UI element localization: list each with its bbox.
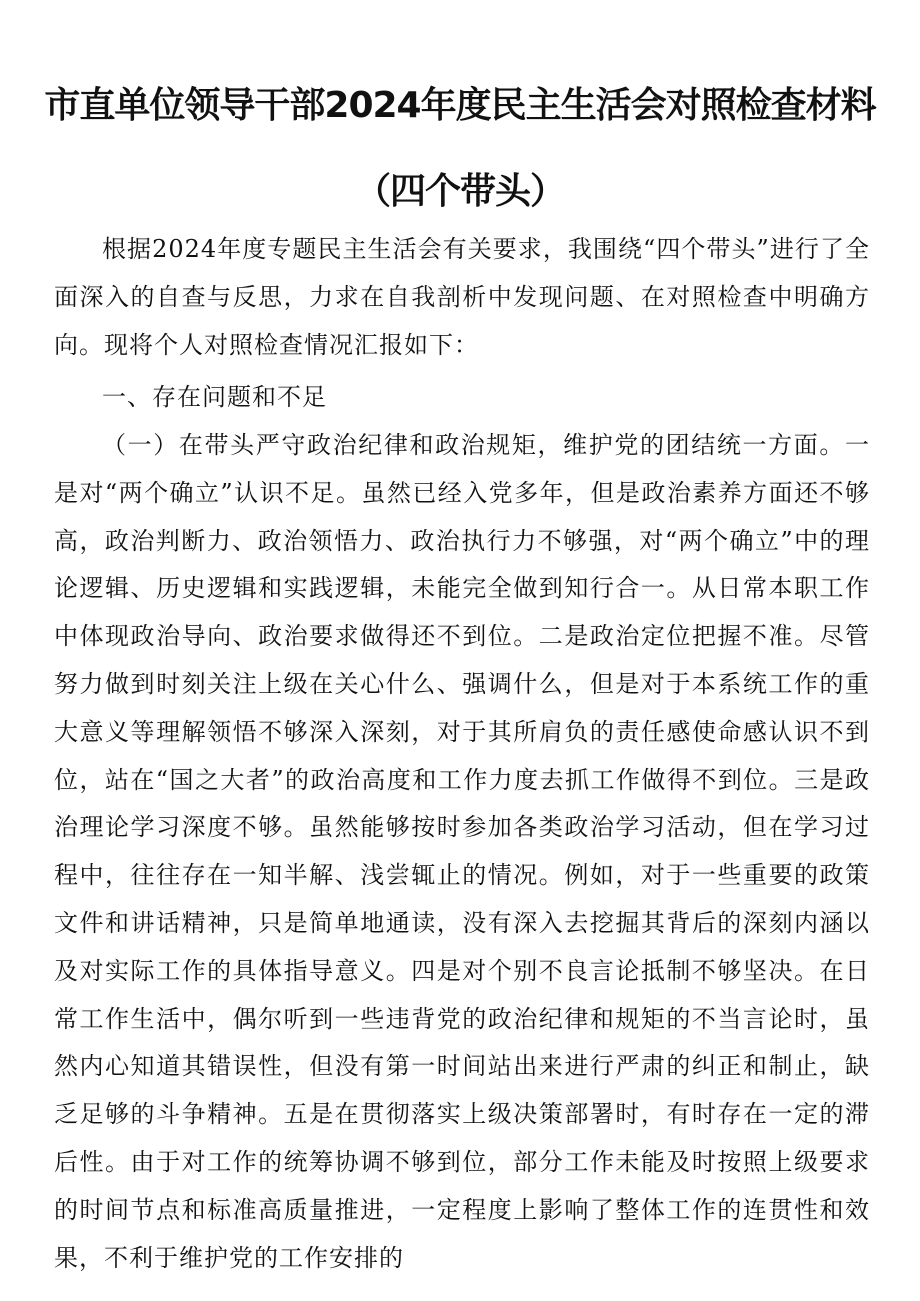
section-heading-block [54,374,870,422]
section-1-paragraph: （一）在带头严守政治纪律和政治规矩，维护党的团结统一方面。一是对“两个确立”认识不足。虽然已经入党多年，但是政治素养方面还不够高，政治判断力、政治领悟力、政治执行力不够强，对“两个确立”中的理论逻辑、历史逻辑和实践逻辑，未能完全做到知行合一。从日常本职工作中体现政治导向、政治要求做得还不到位。二是政治定位把握不准。尽管努力做到时刻关注上级在关心什么、强调什么，但是对于本系统工作的重大意义等理解领悟不够深入深刻，对于其所肩负的责任感使命感认识不到位，站在“国之大者”的政治高度和工作力度去抓工作做得不到位。三是政治理论学习深度不够。虽然能够按时参加各类政治学习活动，但在学习过程中，往往存在一知半解、浅尝辄止的情况。例如，对于一些重要的政策文件和讲话精神，只是简单地通读，没有深入去挖掘其背后的深刻内涵以及对实际工作的具体指导意义。四是对个别不良言论抵制不够坚决。在日常工作生活中，偶尔听到一些违背党的政治纪律和规矩的不当言论时，虽然内心知道其错误性，但没有第一时间站出来进行严肃的纠正和制止，缺乏足够的斗争精神。五是在贯彻落实上级决策部署时，有时存在一定的滞后性。由于对工作的统筹协调不够到位，部分工作未能及时按照上级要求的时间节点和标准高质量推进，一定程度上影响了整体工作的连贯性和效果，不利于维护党的工作安排的 [54,431,870,1272]
section-heading: 一、存在问题和不足 [102,383,327,411]
intro-section [54,226,870,369]
document-subtitle: （四个带头） [354,171,565,212]
document-title: 市直单位领导干部2024年度民主生活会对照检查材料 [44,85,876,126]
intro-paragraph: 根据2024年度专题民主生活会有关要求，我围绕“四个带头”进行了全面深入的自查与反思，力求在自我剖析中发现问题、在对照检查中明确方向。现将个人对照检查情况汇报如下： [54,235,870,359]
section-1-block [54,422,870,1282]
